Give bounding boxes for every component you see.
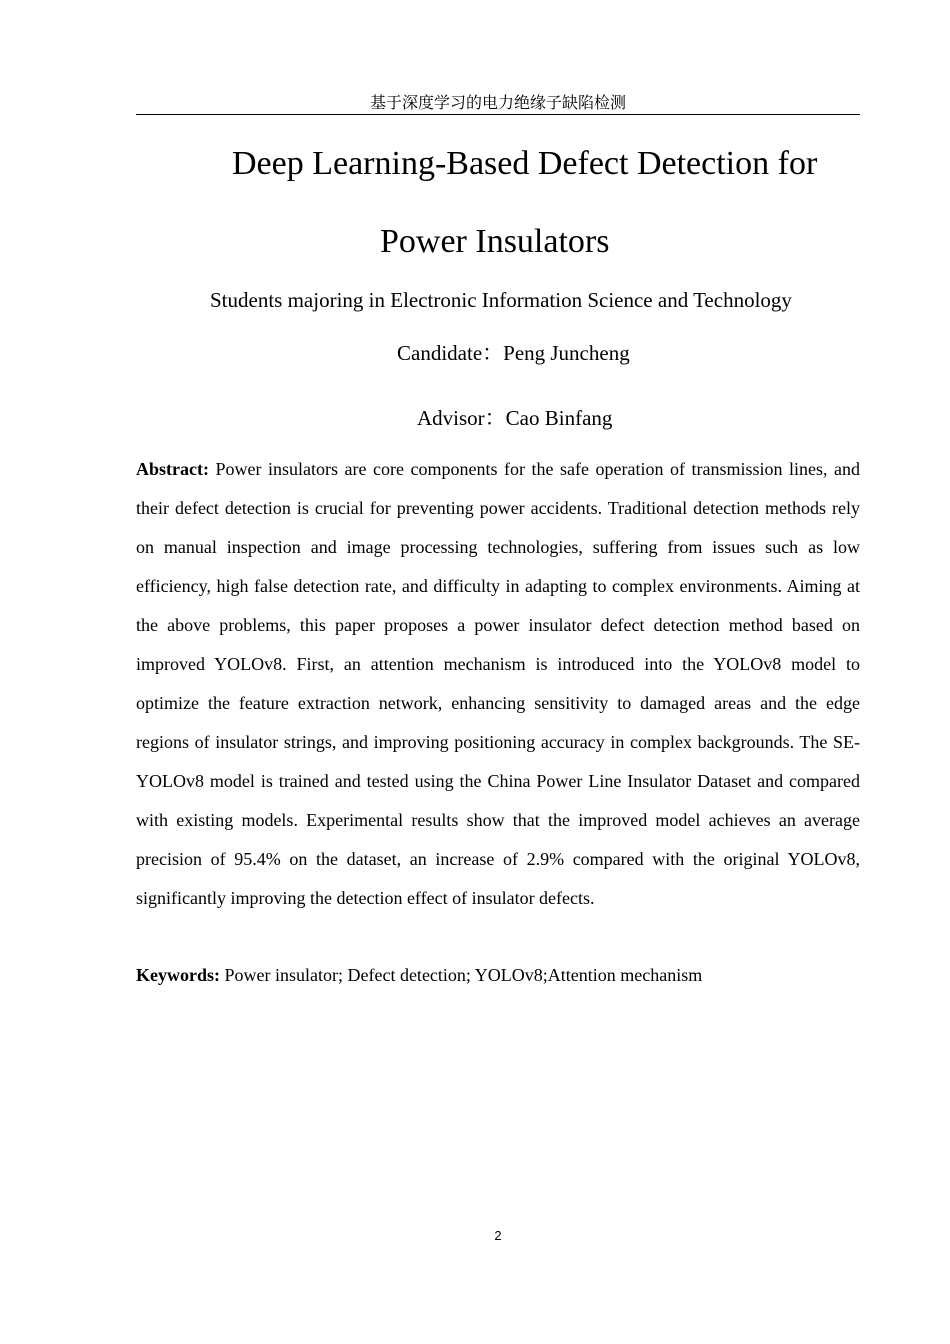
candidate-line: Candidate：Peng Juncheng xyxy=(397,341,630,365)
keywords-label: Keywords: xyxy=(136,965,220,985)
paper-title-line-1: Deep Learning-Based Defect Detection for xyxy=(232,145,818,182)
advisor-line: Advisor：Cao Binfang xyxy=(417,406,613,430)
page-number: 2 xyxy=(494,1228,502,1243)
running-header: 基于深度学习的电力绝缘子缺陷检测 xyxy=(369,93,626,112)
abstract-paragraph xyxy=(136,450,860,918)
abstract-label: Abstract: xyxy=(136,459,209,479)
abstract-text: Power insulators are core components for the safe operation of transmission lines, and their defect detection is crucial for preventing power accidents. Traditional detection methods rely on manual inspection and image processing technologies, suffering from issues such as low efficiency, high false detection rate, and difficulty in adapting to complex environments. Aiming at the above problems, this paper proposes a power insulator defect detection method based on improved YOLOv8. First, an attention mechanism is introduced into the YOLOv8 model to optimize the feature extraction network, enhancing sensitivity to damaged areas and the edge regions of insulator strings, and improving positioning accuracy in complex backgrounds. The SE-YOLOv8 model is trained and tested using the China Power Line Insulator Dataset and compared with existing models. Experimental results show that the improved model achieves an average precision of 95.4% on the dataset, an increase of 2.9% compared with the original YOLOv8, significantly improving the detection effect of insulator defects. xyxy=(136,459,860,908)
major-line: Students majoring in Electronic Information Science and Technology xyxy=(210,288,792,312)
paper-title-line-2: Power Insulators xyxy=(380,223,610,260)
keywords-paragraph xyxy=(136,963,860,987)
keywords-text: Power insulator; Defect detection; YOLOv8;Attention mechanism xyxy=(224,965,703,985)
header-rule xyxy=(136,114,860,115)
